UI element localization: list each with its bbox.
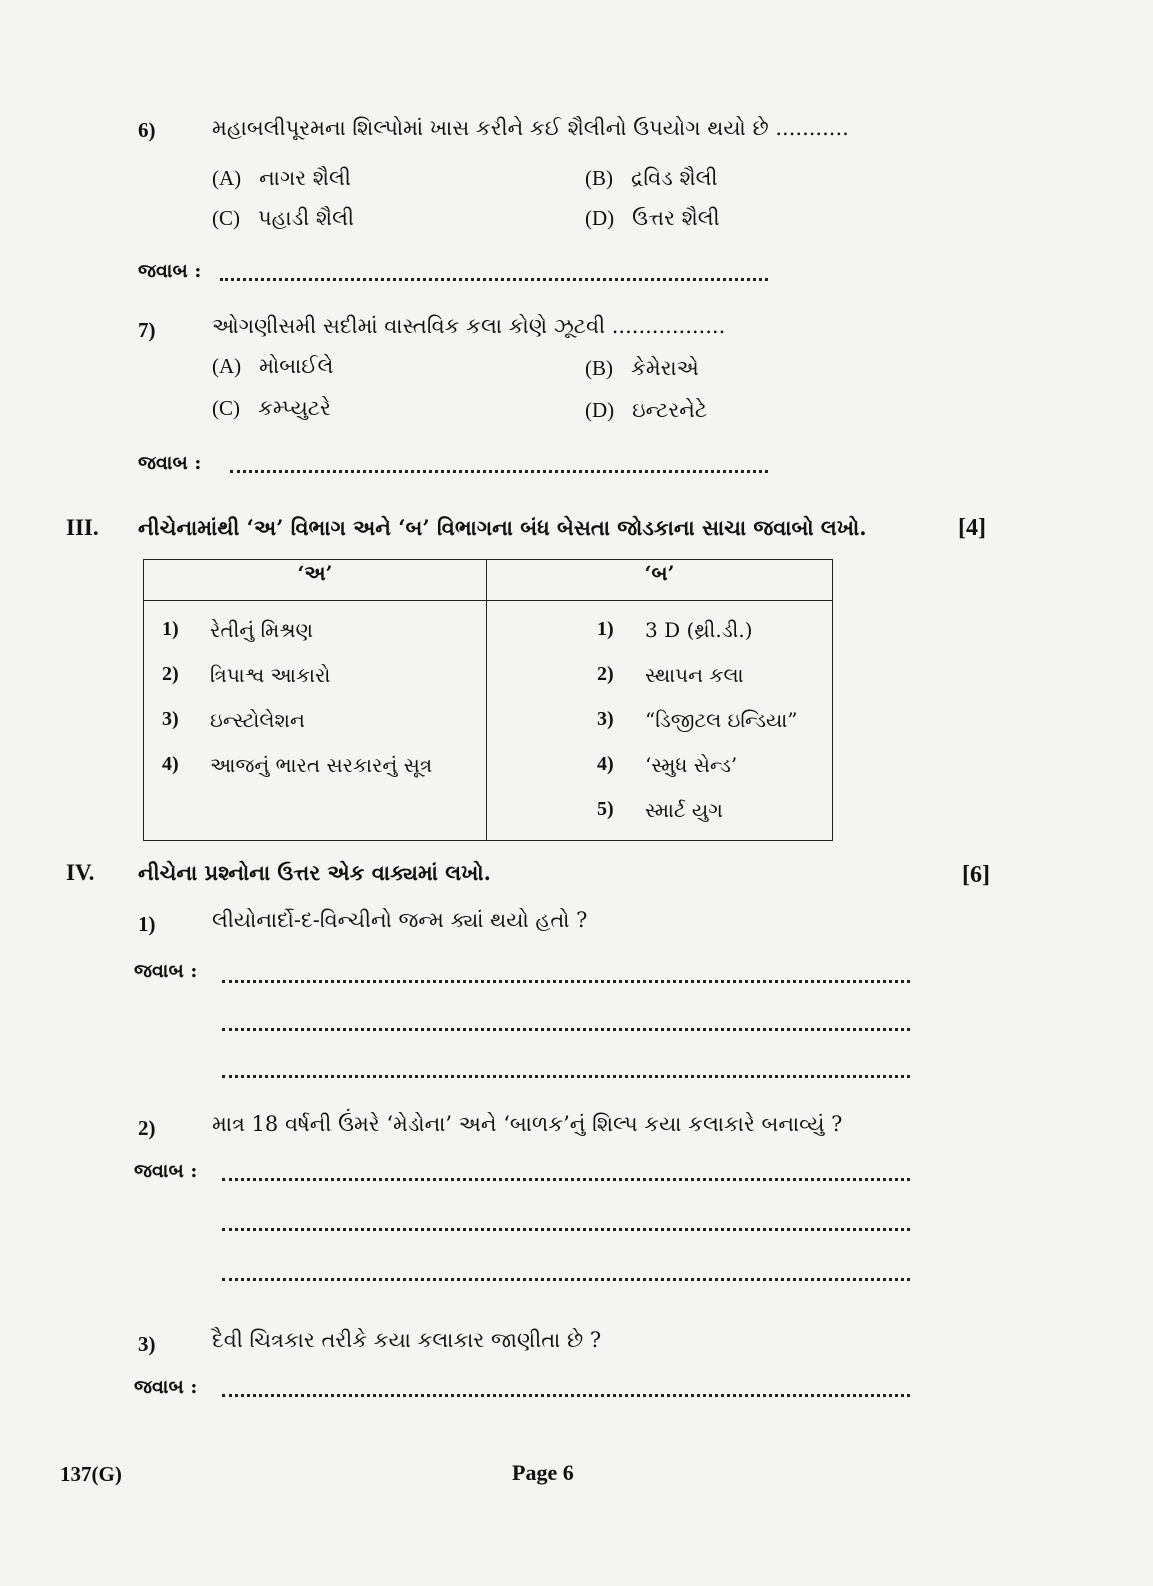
- answer-line[interactable]: [222, 1028, 910, 1031]
- option-label: (D): [585, 398, 615, 422]
- option-d: [585, 398, 707, 423]
- list-item: [597, 607, 822, 652]
- option-label: (B): [585, 356, 613, 380]
- option-label: (C): [212, 206, 240, 230]
- question-text: માત્ર 18 વર્ષની ઉંમરે ‘મેડોના’ અને ‘બાળક’નું શિલ્પ કયા કલાકારે બનાવ્યું ?: [212, 1112, 843, 1136]
- answer-line[interactable]: [230, 470, 768, 473]
- item-text: રેતીનું મિશ્રણ: [210, 617, 313, 642]
- option-label: (A): [212, 354, 242, 378]
- option-label: (C): [212, 396, 240, 420]
- question-number: 6): [138, 118, 156, 142]
- answer-line[interactable]: [222, 1278, 910, 1281]
- answer-line[interactable]: [220, 278, 768, 281]
- list-item: [162, 742, 476, 787]
- option-text: કમ્પ્યુટરે: [258, 396, 331, 420]
- option-c: [212, 396, 331, 421]
- answer-label: જવાબ :: [134, 1160, 198, 1182]
- item-text: ‘સ્મુધ સેન્ડ’: [645, 752, 738, 777]
- answer-label: જવાબ :: [134, 960, 198, 982]
- question-number: 3): [138, 1332, 156, 1356]
- answer-line[interactable]: [222, 980, 910, 983]
- page-number: Page 6: [512, 1460, 574, 1485]
- column-a: [144, 601, 487, 841]
- item-text: આજનું ભારત સરકારનું સૂત્ર: [210, 752, 433, 777]
- answer-label: જવાબ :: [138, 452, 202, 474]
- item-text: સ્થાપન કલા: [645, 662, 744, 687]
- question-number: 2): [138, 1116, 156, 1140]
- question-text: દૈવી ચિત્રકાર તરીકે કયા કલાકાર જાણીતા છે ?: [212, 1328, 602, 1352]
- answer-label: જવાબ :: [138, 260, 202, 282]
- question-number: 7): [138, 318, 156, 342]
- item-number: 3): [162, 708, 179, 730]
- option-label: (D): [585, 206, 615, 230]
- option-text: નાગર શૈલી: [259, 166, 351, 190]
- answer-line[interactable]: [222, 1075, 910, 1078]
- item-number: 4): [597, 753, 614, 775]
- option-b: [585, 356, 699, 381]
- option-text: પહાડી શૈલી: [258, 206, 354, 230]
- list-item: [162, 697, 476, 742]
- column-b: [487, 601, 833, 841]
- list-item: [597, 697, 822, 742]
- item-number: 1): [597, 618, 614, 640]
- column-header-b: ‘બ’: [487, 560, 833, 601]
- answer-label: જવાબ :: [134, 1376, 198, 1398]
- item-number: 2): [597, 663, 614, 685]
- option-text: કેમેરાએ: [631, 356, 699, 380]
- option-a: [212, 354, 333, 379]
- section-number: IV.: [66, 860, 95, 885]
- item-number: 4): [162, 753, 179, 775]
- item-text: “ડિજીટલ ઇન્ડિયા”: [645, 707, 798, 732]
- option-a: [212, 166, 351, 191]
- option-label: (B): [585, 166, 613, 190]
- item-text: ઇન્સ્ટોલેશન: [210, 707, 305, 732]
- answer-line[interactable]: [222, 1394, 910, 1397]
- option-d: [585, 206, 720, 231]
- option-text: મોબાઈલે: [259, 354, 334, 378]
- column-header-a: ‘અ’: [144, 560, 487, 601]
- match-table: [143, 559, 833, 841]
- answer-line[interactable]: [222, 1228, 910, 1231]
- section-number: III.: [66, 515, 99, 540]
- item-number: 3): [597, 708, 614, 730]
- section-marks: [4]: [958, 515, 986, 541]
- item-text: 3 D (થ્રી.ડી.): [645, 617, 753, 642]
- option-c: [212, 206, 354, 231]
- option-text: ઇન્ટરનેટે: [632, 398, 708, 422]
- section-instruction: નીચેનામાંથી ‘અ’ વિભાગ અને ‘બ’ વિભાગના બંધ બેસતા જોડકાના સાચા જવાબો લખો.: [138, 515, 867, 540]
- question-number: 1): [138, 912, 156, 936]
- list-item: [597, 742, 822, 787]
- item-text: સ્માર્ટ યુગ: [645, 797, 723, 822]
- item-number: 2): [162, 663, 179, 685]
- list-item: [162, 652, 476, 697]
- option-text: ઉત્તર શૈલી: [632, 206, 720, 230]
- option-b: [585, 166, 718, 191]
- item-text: ત્રિપાશ્વ આકારો: [210, 662, 331, 687]
- list-item: [597, 787, 822, 832]
- section-marks: [6]: [962, 862, 990, 888]
- section-instruction: નીચેના પ્રશ્નોના ઉત્તર એક વાક્યમાં લખો.: [138, 860, 491, 885]
- list-item: [162, 607, 476, 652]
- item-number: 5): [597, 798, 614, 820]
- list-item: [597, 652, 822, 697]
- item-number: 1): [162, 618, 179, 640]
- option-text: દ્રવિડ શૈલી: [631, 166, 718, 190]
- option-label: (A): [212, 166, 242, 190]
- answer-line[interactable]: [222, 1178, 910, 1181]
- question-text: મહાબલીપૂરમના શિલ્પોમાં ખાસ કરીને કઈ શૈલીનો ઉપયોગ થયો છે ...........: [212, 116, 849, 140]
- question-text: ઓગણીસમી સદીમાં વાસ્તવિક કલા કોણે ઝૂટવી .................: [212, 314, 726, 338]
- paper-code: 137(G): [60, 1462, 122, 1486]
- question-text: લીયોનાર્દો-દ-વિન્ચીનો જન્મ ક્યાં થયો હતો ?: [212, 908, 588, 932]
